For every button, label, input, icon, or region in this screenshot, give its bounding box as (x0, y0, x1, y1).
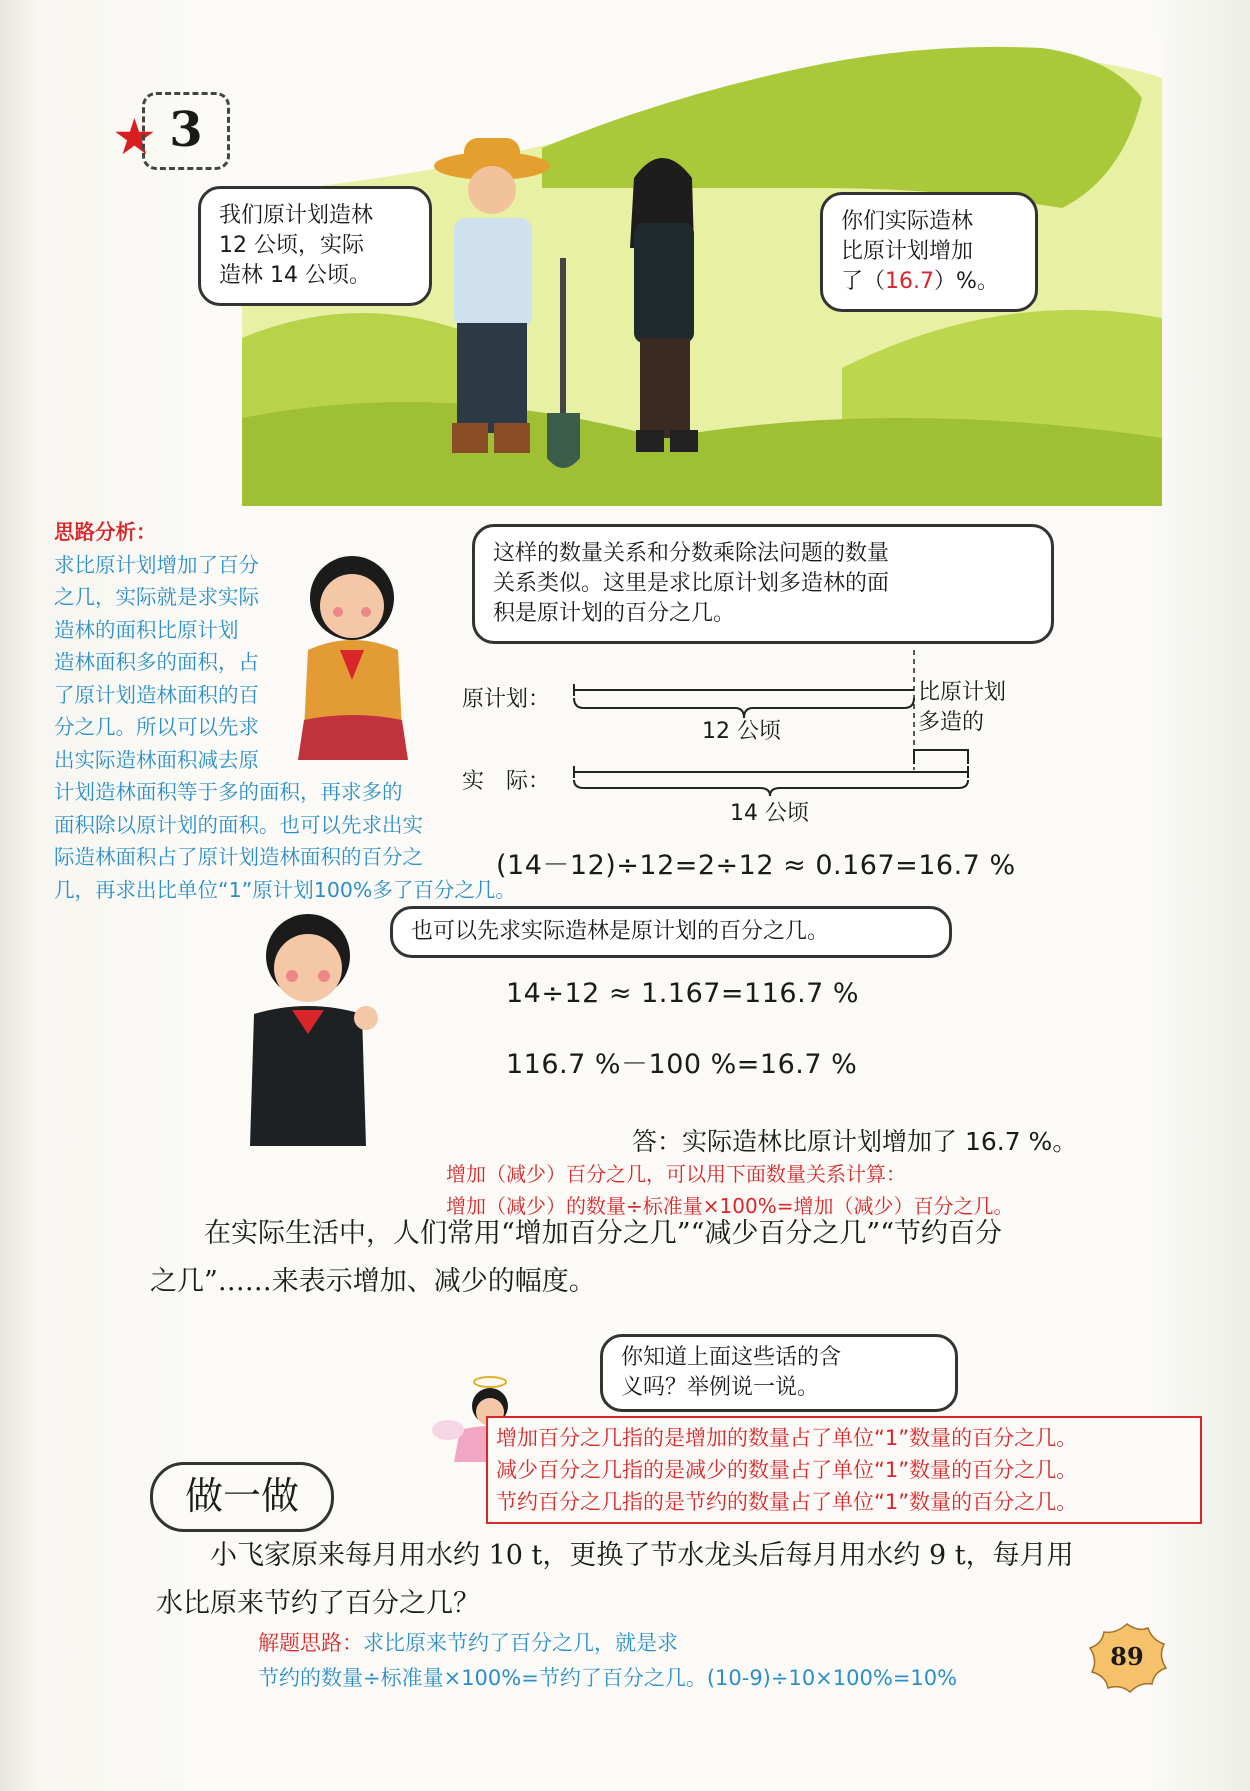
hint-text: 求比原来节约了百分之几，就是求 (363, 1631, 678, 1655)
woman-speech-line: 比原计划增加 (841, 239, 974, 264)
star-icon: ★ (112, 108, 157, 166)
definition-box (486, 1416, 1202, 1524)
filled-answer: 16.7 (885, 269, 934, 294)
hint-line (258, 1626, 678, 1660)
text: 了（ (841, 269, 886, 294)
man-speech-bubble (198, 186, 432, 306)
analysis-line: 造林的面积比原计划 (54, 617, 239, 642)
lesson-number: 3 (142, 92, 230, 170)
exercise-hint (258, 1626, 678, 1660)
note-line: 增加（减少）的数量÷标准量×100%=增加（减少）百分之几。 (446, 1194, 1014, 1218)
girl-figure (290, 540, 420, 770)
definition-line: 节约百分之几指的是节约的数量占了单位“1”数量的百分之几。 (496, 1490, 1078, 1514)
plan-label: 原计划： (462, 687, 551, 712)
formula-method-2-step-2: 116.7 %－100 %=16.7 % (506, 1049, 858, 1080)
answer-sentence: 答：实际造林比原计划增加了 16.7 %。 (632, 1127, 1078, 1156)
boy-speech-bubble (390, 906, 952, 958)
woman-speech-line: 你们实际造林 (841, 209, 974, 234)
analysis-line: 分之几。所以可以先求 (54, 715, 259, 739)
analysis-line: 几，再求出比单位“1”原计划100%多了百分之几。 (54, 877, 516, 902)
girl-speech-line: 这样的数量关系和分数乘除法问题的数量 (493, 541, 890, 566)
analysis-line: 造林面积多的面积，占 (54, 650, 259, 674)
girl-speech-line: 关系类似。这里是求比原计划多造林的面 (493, 571, 890, 596)
question-line: 水比原来节约了百分之几？ (156, 1588, 480, 1619)
definition-line: 增加百分之几指的是增加的数量占了单位“1”数量的百分之几。 (496, 1426, 1078, 1450)
girl-speech-line: 积是原计划的百分之几。 (493, 601, 736, 626)
man-speech-line: 12 公顷，实际 (219, 233, 364, 258)
hint-line: 节约的数量÷标准量×100%=节约了百分之几。(10-9)÷10×100%=10% (258, 1666, 958, 1690)
analysis-heading: 思路分析： (54, 520, 157, 544)
analysis-line: 出实际造林面积减去原 (54, 747, 259, 772)
extra-label-line: 比原计划 (918, 680, 1007, 705)
actual-value: 14 公顷 (730, 801, 809, 826)
analysis-line: 际造林面积占了原计划造林面积的百分之 (54, 845, 423, 869)
exercise-label: 做一做 (150, 1462, 334, 1532)
analysis-line: 之几，实际就是求实际 (54, 585, 259, 609)
angel-speech-line: 你知道上面这些话的含 (621, 1345, 842, 1370)
angel-speech-bubble (600, 1334, 958, 1412)
analysis-line: 面积除以原计划的面积。也可以先求出实 (54, 812, 423, 837)
boy-figure (226, 906, 406, 1156)
extra-label (918, 678, 1006, 738)
paragraph-line: 在实际生活中，人们常用“增加百分之几”“减少百分之几”“节约百分 (204, 1218, 1003, 1249)
angel-speech-line: 义吗？举例说一说。 (621, 1375, 820, 1400)
analysis-line: 求比原计划增加了百分 (54, 552, 259, 577)
man-speech-line: 我们原计划造林 (219, 203, 374, 228)
text: ）%。 (934, 269, 999, 294)
formula-method-2-step-1: 14÷12 ≈ 1.167=116.7 % (506, 978, 860, 1009)
formula-method-1: (14－12)÷12=2÷12 ≈ 0.167=16.7 % (496, 850, 1016, 881)
actual-label: 实 际： (462, 769, 551, 794)
girl-speech-bubble (472, 524, 1054, 644)
plan-value: 12 公顷 (702, 719, 781, 744)
question-line: 小飞家原来每月用水约 10 t，更换了节水龙头后每月用水约 9 t，每月用 (210, 1540, 1074, 1571)
body-paragraph (150, 1210, 1180, 1306)
woman-speech-line (841, 267, 1017, 297)
note-line: 增加（减少）百分之几，可以用下面数量关系计算： (446, 1162, 906, 1186)
hint-heading: 解题思路： (258, 1631, 363, 1655)
woman-speech-bubble (820, 192, 1038, 312)
exercise-question (156, 1532, 1186, 1628)
definition-line: 减少百分之几指的是减少的数量占了单位“1”数量的百分之几。 (496, 1458, 1078, 1482)
boy-speech-line: 也可以先求实际造林是原计划的百分之几。 (411, 919, 830, 944)
man-speech-line: 造林 14 公顷。 (219, 263, 371, 288)
extra-label-line: 多造的 (918, 710, 985, 735)
analysis-line: 计划造林面积等于多的面积，再求多的 (54, 780, 403, 804)
page-number: 89 (1110, 1642, 1144, 1671)
analysis-line: 了原计划造林面积的百 (54, 682, 259, 707)
paragraph-line: 之几”……来表示增加、减少的幅度。 (150, 1266, 596, 1297)
